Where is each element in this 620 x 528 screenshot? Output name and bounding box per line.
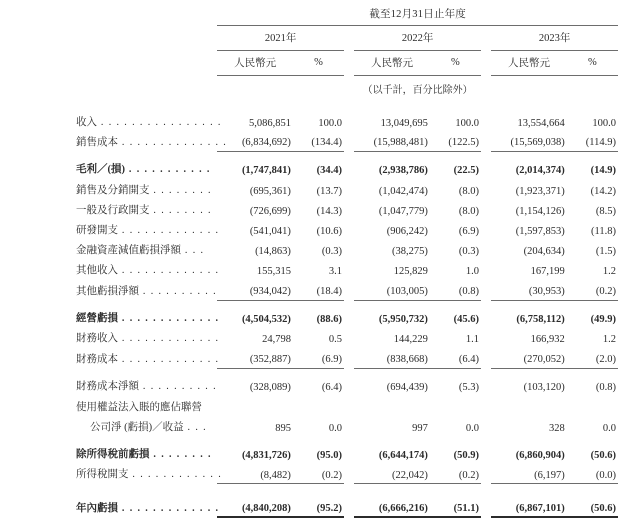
percent-2021: 0.5 [328, 334, 343, 346]
percent-2022: (122.5) [430, 131, 481, 151]
year-header-2021: 2021年 [264, 33, 297, 44]
percent-2023: 100.0 [592, 117, 616, 129]
amount-2022: (5,950,732) [378, 314, 428, 326]
percent-2023: (14.2) [590, 185, 616, 197]
table-row [62, 280, 618, 300]
percent-2021: (10.6) [316, 226, 343, 238]
row-label [62, 219, 220, 239]
amount-2022: 13,049,695 [380, 117, 428, 129]
percent-2022: (6.9) [458, 226, 479, 238]
row-label [62, 497, 220, 517]
percent-2021: (6.9) [293, 348, 344, 368]
currency-header-2023: 人民幣元 [507, 58, 550, 69]
row-label [62, 131, 228, 151]
column-gap [481, 111, 491, 131]
percent-2023: (11.8) [591, 226, 616, 238]
unit-note-corner [62, 76, 217, 99]
column-gap [481, 131, 491, 151]
percent-2023: (0.8) [595, 382, 616, 394]
column-gap [481, 260, 491, 280]
amount-2023: (1,923,371) [515, 185, 565, 197]
row-label [62, 111, 222, 131]
percent-2023 [567, 396, 618, 416]
table-row [62, 348, 618, 368]
amount-2021: (726,699) [249, 205, 291, 217]
column-gap [344, 464, 354, 484]
percent-2021: (95.0) [316, 449, 343, 461]
column-gap [344, 376, 354, 396]
row-label-text: 其他收入 [76, 265, 118, 277]
percent-2021: (34.4) [316, 165, 343, 177]
dot-leader: . . . . . . . . [149, 184, 212, 196]
unit-gap-1 [344, 51, 354, 74]
amount-2022: (6,644,174) [378, 449, 428, 461]
table-row [62, 219, 618, 239]
percent-2022: (0.3) [458, 246, 479, 258]
column-gap [481, 416, 491, 436]
percent-2021: (95.2) [293, 497, 344, 517]
percent-2023: 0.0 [602, 422, 616, 434]
dot-leader: . . . . . . . . . . . . . . [118, 136, 228, 148]
dot-leader: . . . [183, 421, 208, 433]
amount-2023: (2,014,374) [515, 165, 565, 177]
percent-2023: (0.2) [567, 280, 618, 300]
amount-2023: (6,860,904) [515, 449, 565, 461]
amount-2021: (934,042) [217, 280, 293, 300]
row-spacer [62, 151, 618, 159]
column-gap [344, 111, 354, 131]
column-gap [344, 219, 354, 239]
dot-leader: . . . . . . . . . . . . . [118, 313, 220, 325]
row-label [62, 328, 220, 348]
column-gap [344, 348, 354, 368]
column-gap [481, 396, 491, 416]
row-label-text: 財務收入 [76, 333, 118, 345]
year-corner-cell [62, 26, 217, 49]
amount-2021: (4,504,532) [241, 314, 291, 326]
row-label-text: 毛利／(損) [76, 164, 125, 176]
column-gap [481, 199, 491, 219]
table-row [62, 443, 618, 463]
amount-2021: 895 [275, 422, 291, 434]
percent-2022: (0.2) [430, 464, 481, 484]
amount-2022: (6,666,216) [354, 497, 430, 517]
percent-2023: (8.5) [595, 205, 616, 217]
column-gap [481, 179, 491, 199]
table-row [62, 111, 618, 131]
percent-2021: (14.3) [316, 205, 343, 217]
percent-2022 [430, 396, 481, 416]
year-gap-1 [344, 26, 354, 49]
dot-leader: . . . . . . . . . . . . . . . . [97, 116, 222, 128]
percent-2022: (22.5) [453, 165, 479, 177]
row-label-text: 金融資產減值虧損淨額 [76, 245, 181, 257]
row-label [62, 240, 217, 260]
percent-2022: 1.1 [465, 334, 479, 346]
column-gap [344, 199, 354, 219]
table-row [62, 308, 618, 328]
percent-2021 [293, 396, 344, 416]
row-label [62, 376, 217, 396]
amount-2023: 166,932 [530, 334, 565, 346]
row-spacer [62, 368, 618, 376]
row-label [62, 179, 217, 199]
percent-2021: (0.2) [293, 464, 344, 484]
unit-header-row [62, 51, 618, 74]
column-gap [344, 443, 354, 463]
column-gap [481, 328, 491, 348]
dot-leader: . . . . . . . . . . [139, 285, 217, 297]
column-gap [481, 348, 491, 368]
percent-2023: 1.2 [602, 266, 616, 278]
amount-2023: (30,953) [491, 280, 567, 300]
column-gap [344, 260, 354, 280]
dot-leader: . . . . . . . . [149, 204, 212, 216]
dot-leader: . . . . . . . . [149, 448, 212, 460]
dot-leader: . . . . . . . . . . . . . [118, 502, 220, 514]
amount-2021: (14,863) [255, 246, 291, 258]
table-row [62, 376, 618, 396]
column-gap [481, 308, 491, 328]
header-body-spacer-cell [62, 98, 618, 111]
row-label [62, 280, 217, 300]
dot-leader: . . . [181, 245, 205, 257]
table-row [62, 328, 618, 348]
dot-leader: . . . . . . . . . . [139, 381, 217, 393]
currency-header-2021: 人民幣元 [234, 58, 277, 69]
header-body-spacer [62, 98, 618, 111]
amount-2021: (328,089) [249, 382, 291, 394]
table-row [62, 240, 618, 260]
amount-2021: (6,834,692) [217, 131, 293, 151]
corner-cell [62, 6, 217, 23]
amount-2022: (103,005) [354, 280, 430, 300]
row-label [62, 199, 217, 219]
income-statement-table [62, 6, 618, 518]
amount-2021: (352,887) [217, 348, 293, 368]
percent-2021: (134.4) [293, 131, 344, 151]
row-label-text: 其他虧損淨額 [76, 285, 139, 297]
row-label [62, 260, 220, 280]
table-row [62, 260, 618, 280]
row-spacer-cell [62, 484, 618, 498]
amount-2021: 5,086,851 [248, 117, 291, 129]
amount-2021 [217, 396, 293, 416]
table-row [62, 131, 618, 151]
percent-2023: (50.6) [567, 497, 618, 517]
amount-2023: (204,634) [523, 246, 565, 258]
row-label-text: 除所得稅前虧損 [76, 448, 150, 460]
percent-2022: (45.6) [453, 314, 479, 326]
column-gap [481, 159, 491, 179]
row-label-text: 公司淨 (虧損)／收益 [90, 421, 184, 433]
column-gap [481, 497, 491, 517]
financial-statement-page [0, 6, 620, 528]
percent-2021: (88.6) [316, 314, 343, 326]
amount-2023: (1,597,853) [515, 226, 565, 238]
amount-2023: (6,758,112) [516, 314, 565, 326]
column-gap [344, 280, 354, 300]
row-label-text: 一般及行政開支 [76, 204, 150, 216]
row-label-text: 所得稅開支 [76, 469, 129, 481]
table-row [62, 464, 618, 484]
percent-2021: (0.3) [321, 246, 343, 258]
column-gap [344, 308, 354, 328]
percent-2023: (49.9) [590, 314, 616, 326]
row-label-text: 經營虧損 [76, 313, 118, 325]
dot-leader: . . . . . . . . . . . . . [118, 353, 220, 365]
amount-2021: (8,482) [217, 464, 293, 484]
percent-2023: (14.9) [590, 165, 616, 177]
table-row [62, 159, 618, 179]
amount-2021: (695,361) [249, 185, 291, 197]
table-row [62, 416, 618, 436]
column-gap [344, 159, 354, 179]
column-gap [344, 328, 354, 348]
column-gap [481, 280, 491, 300]
percent-2022: (8.0) [458, 205, 479, 217]
currency-header-2022: 人民幣元 [371, 58, 414, 69]
amount-2022: 144,229 [393, 334, 428, 346]
dot-leader: . . . . . . . . . . . . . [118, 225, 220, 237]
amount-2022: (906,242) [386, 226, 428, 238]
row-label-text: 銷售成本 [76, 136, 118, 148]
dot-leader: . . . . . . . . . . . [125, 164, 211, 176]
percent-2022: 100.0 [455, 117, 479, 129]
unit-note-left-gap [217, 76, 354, 99]
amount-2023: (15,569,038) [491, 131, 567, 151]
dot-leader: . . . . . . . . . . . . . [118, 333, 220, 345]
table-row [62, 497, 618, 517]
percent-2022: (50.9) [453, 449, 479, 461]
row-label-text: 財務成本 [76, 353, 118, 365]
row-spacer [62, 300, 618, 308]
percent-2023: (2.0) [567, 348, 618, 368]
amount-2021: (4,840,208) [217, 497, 293, 517]
amount-2023: (6,867,101) [491, 497, 567, 517]
percent-2021: (6.4) [321, 382, 343, 394]
percent-2022: (0.8) [430, 280, 481, 300]
percent-2022: (5.3) [458, 382, 479, 394]
percent-2023: (50.6) [590, 449, 616, 461]
percent-2022: 0.0 [465, 422, 479, 434]
amount-2021: 24,798 [262, 334, 291, 346]
row-spacer-cell [62, 368, 618, 376]
year-header-row [62, 26, 618, 49]
amount-2023: 328 [549, 422, 565, 434]
percent-2022: (6.4) [430, 348, 481, 368]
percent-2021: (18.4) [293, 280, 344, 300]
amount-2023: (270,052) [491, 348, 567, 368]
row-label [62, 159, 217, 179]
dot-leader: . . . . . . . . . . . . [128, 469, 223, 481]
amount-2023: 13,554,664 [517, 117, 565, 129]
amount-2022: (1,042,474) [378, 185, 428, 197]
column-gap [344, 131, 354, 151]
amount-2022: (694,439) [386, 382, 428, 394]
row-label [62, 396, 217, 416]
row-label [62, 348, 220, 368]
amount-2022: (2,938,786) [378, 165, 428, 177]
amount-2022: (22,042) [354, 464, 430, 484]
dot-leader: . . . . . . . . . . . . . [118, 265, 220, 277]
column-gap [344, 179, 354, 199]
amount-2022 [354, 396, 430, 416]
percent-header-2023: % [588, 57, 597, 68]
amount-2023: (6,197) [491, 464, 567, 484]
unit-note-right-gap [481, 76, 618, 99]
year-header-2023: 2023年 [538, 33, 571, 44]
amount-2023: (1,154,126) [515, 205, 565, 217]
table-row [62, 199, 618, 219]
column-gap [481, 464, 491, 484]
year-gap-2 [481, 26, 491, 49]
row-label [62, 308, 220, 328]
period-title-row [62, 6, 618, 23]
amount-2022: 997 [412, 422, 428, 434]
row-label-text: 財務成本淨額 [76, 381, 139, 393]
percent-2021: (13.7) [316, 185, 343, 197]
percent-2023: (1.5) [595, 246, 616, 258]
table-row [62, 396, 618, 416]
row-label [62, 416, 217, 436]
row-spacer-cell [62, 151, 618, 159]
percent-2021: 0.0 [328, 422, 343, 434]
row-label-text: 收入 [76, 116, 97, 128]
amount-2022: (38,275) [391, 246, 428, 258]
row-label-text: 研發開支 [76, 225, 118, 237]
percent-header-2022: % [451, 57, 460, 68]
amount-2023 [491, 396, 567, 416]
column-gap [481, 219, 491, 239]
row-label-text: 使用權益法入賬的應佔聯營 [76, 401, 202, 413]
column-gap [344, 416, 354, 436]
amount-2021: (1,747,841) [241, 165, 291, 177]
percent-2022: (51.1) [430, 497, 481, 517]
amount-2021: (541,041) [249, 226, 291, 238]
unit-note-row [62, 76, 618, 99]
percent-2022: 1.0 [465, 266, 479, 278]
amount-2023: 167,199 [530, 266, 565, 278]
statement-rows [62, 111, 618, 517]
percent-2023: (0.0) [567, 464, 618, 484]
column-gap [481, 376, 491, 396]
column-gap [481, 240, 491, 260]
amount-2022: 125,829 [393, 266, 428, 278]
column-gap [344, 396, 354, 416]
row-spacer-cell [62, 436, 618, 443]
amount-2022: (1,047,779) [378, 205, 428, 217]
percent-2022: (8.0) [458, 185, 479, 197]
row-spacer-cell [62, 300, 618, 308]
amount-2023: (103,120) [523, 382, 565, 394]
percent-2021: 100.0 [318, 117, 343, 129]
row-label [62, 464, 223, 484]
column-gap [481, 443, 491, 463]
row-spacer [62, 484, 618, 498]
unit-corner-cell [62, 51, 217, 74]
row-label-text: 銷售及分銷開支 [76, 184, 150, 196]
column-gap [344, 240, 354, 260]
year-header-2022: 2022年 [401, 33, 434, 44]
percent-2021: 3.1 [328, 266, 343, 278]
period-title: 截至12月31日止年度 [369, 9, 467, 20]
amount-2021: (4,831,726) [241, 449, 291, 461]
row-spacer [62, 436, 618, 443]
percent-header-2021: % [314, 57, 323, 68]
column-gap [344, 497, 354, 517]
percent-2023: 1.2 [602, 334, 616, 346]
unit-note: （以千計，百分比除外） [362, 85, 473, 96]
unit-gap-2 [481, 51, 491, 74]
table-row [62, 179, 618, 199]
row-label-text: 年內虧損 [76, 502, 118, 514]
row-label [62, 443, 217, 463]
amount-2022: (838,668) [354, 348, 430, 368]
amount-2021: 155,315 [256, 266, 291, 278]
amount-2022: (15,988,481) [354, 131, 430, 151]
percent-2023: (114.9) [567, 131, 618, 151]
